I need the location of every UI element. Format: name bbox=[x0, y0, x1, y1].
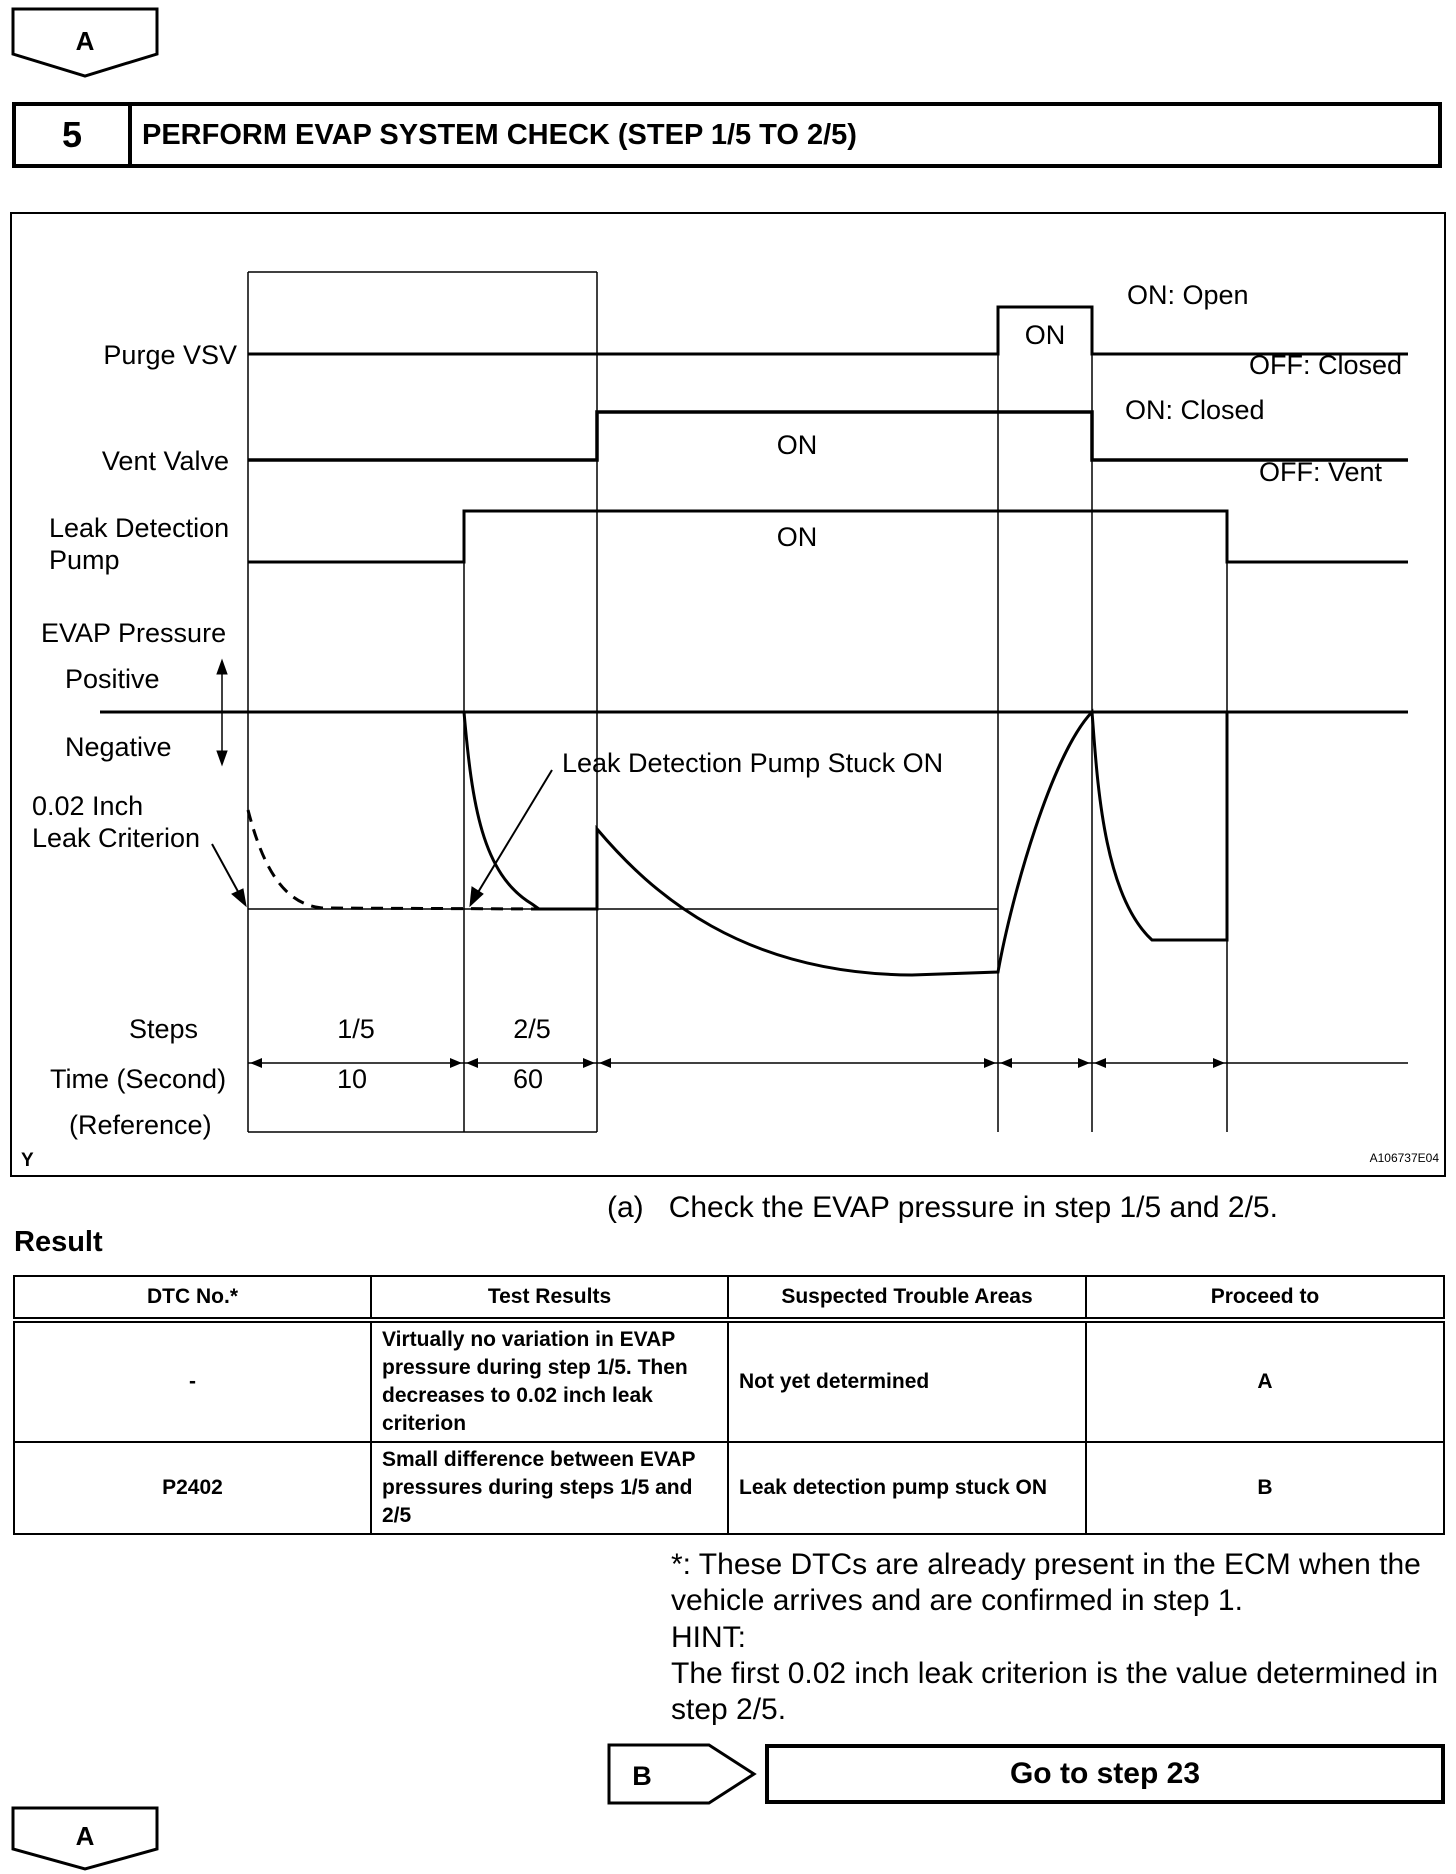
vent-on-label: ON bbox=[776, 430, 818, 460]
vent-off-vent-label: OFF: Vent bbox=[1258, 457, 1382, 487]
go-to-step-23-box bbox=[765, 1744, 1445, 1804]
result-table bbox=[13, 1275, 1445, 1535]
result-marker-b bbox=[606, 1742, 758, 1806]
leak-pump-label-line1: Leak Detection bbox=[49, 513, 230, 543]
cell-dtc: - bbox=[14, 1320, 371, 1442]
table-row bbox=[14, 1320, 1444, 1442]
reference-label: (Reference) bbox=[69, 1110, 212, 1140]
positive-label: Positive bbox=[65, 664, 160, 694]
result-marker-a-top bbox=[10, 6, 160, 80]
step-number: 5 bbox=[16, 106, 132, 164]
instruction-prefix: (a) bbox=[607, 1191, 644, 1224]
cell-area: Not yet determined bbox=[728, 1320, 1086, 1442]
leak-pump-label-line2: Pump bbox=[49, 545, 120, 575]
cell-test: Virtually no variation in EVAP pressure during step 1/5. Then decreases to 0.02 inch leak criterion bbox=[371, 1320, 728, 1442]
evap-pressure-label: EVAP Pressure bbox=[41, 618, 227, 648]
marker-b-label: B bbox=[632, 1761, 652, 1791]
cell-proceed: A bbox=[1086, 1320, 1444, 1442]
vent-valve-label: Vent Valve bbox=[101, 446, 229, 476]
result-title: Result bbox=[14, 1226, 103, 1258]
instruction bbox=[607, 1190, 1278, 1226]
marker-a-bottom-label: A bbox=[75, 1821, 95, 1851]
table-row bbox=[14, 1442, 1444, 1534]
vent-on-closed-label: ON: Closed bbox=[1125, 395, 1265, 425]
cell-proceed: B bbox=[1086, 1442, 1444, 1534]
purge-off-closed-label: OFF: Closed bbox=[1248, 350, 1402, 380]
result-marker-a-bottom bbox=[10, 1805, 160, 1873]
header-proceed: Proceed to bbox=[1086, 1276, 1444, 1320]
time-2-value: 60 bbox=[512, 1064, 544, 1094]
hint-label: HINT: bbox=[671, 1621, 746, 1654]
instruction-text: Check the EVAP pressure in step 1/5 and 2/5. bbox=[668, 1191, 1278, 1224]
header-dtc: DTC No.* bbox=[14, 1276, 371, 1320]
stuck-on-label: Leak Detection Pump Stuck ON bbox=[562, 748, 944, 778]
step-2-label: 2/5 bbox=[513, 1014, 551, 1044]
purge-on-open-label: ON: Open bbox=[1127, 280, 1249, 310]
steps-label: Steps bbox=[129, 1014, 199, 1044]
purge-on-label: ON bbox=[1024, 320, 1066, 350]
hint-text: The first 0.02 inch leak criterion is the value determined in step 2/5. bbox=[671, 1657, 1439, 1726]
time-label: Time (Second) bbox=[50, 1064, 227, 1094]
corner-y-label: Y bbox=[21, 1150, 34, 1171]
header-test-results: Test Results bbox=[371, 1276, 728, 1320]
cell-test: Small difference between EVAP pressures during steps 1/5 and 2/5 bbox=[371, 1442, 728, 1534]
figure-id-label: A106737E04 bbox=[1369, 1151, 1439, 1165]
pump-on-label: ON bbox=[776, 522, 818, 552]
time-1-value: 10 bbox=[336, 1064, 368, 1094]
step-1-label: 1/5 bbox=[337, 1014, 375, 1044]
purge-vsv-label: Purge VSV bbox=[103, 340, 237, 370]
table-header-row bbox=[14, 1276, 1444, 1320]
cell-area: Leak detection pump stuck ON bbox=[728, 1442, 1086, 1534]
header-trouble-areas: Suspected Trouble Areas bbox=[728, 1276, 1086, 1320]
marker-a-top-label: A bbox=[75, 26, 95, 56]
criterion-label-line2: Leak Criterion bbox=[32, 823, 201, 853]
footnote: *: These DTCs are already present in the ECM when the vehicle arrives and are confirmed in step 1. bbox=[671, 1548, 1421, 1617]
negative-label: Negative bbox=[65, 732, 172, 762]
timing-diagram bbox=[10, 212, 1446, 1177]
go-to-step-text: Go to step 23 bbox=[1009, 1757, 1201, 1790]
cell-dtc: P2402 bbox=[14, 1442, 371, 1534]
criterion-label-line1: 0.02 Inch bbox=[32, 791, 144, 821]
step-header bbox=[12, 102, 1442, 168]
step-title: PERFORM EVAP SYSTEM CHECK (STEP 1/5 TO 2/5) bbox=[142, 118, 857, 151]
